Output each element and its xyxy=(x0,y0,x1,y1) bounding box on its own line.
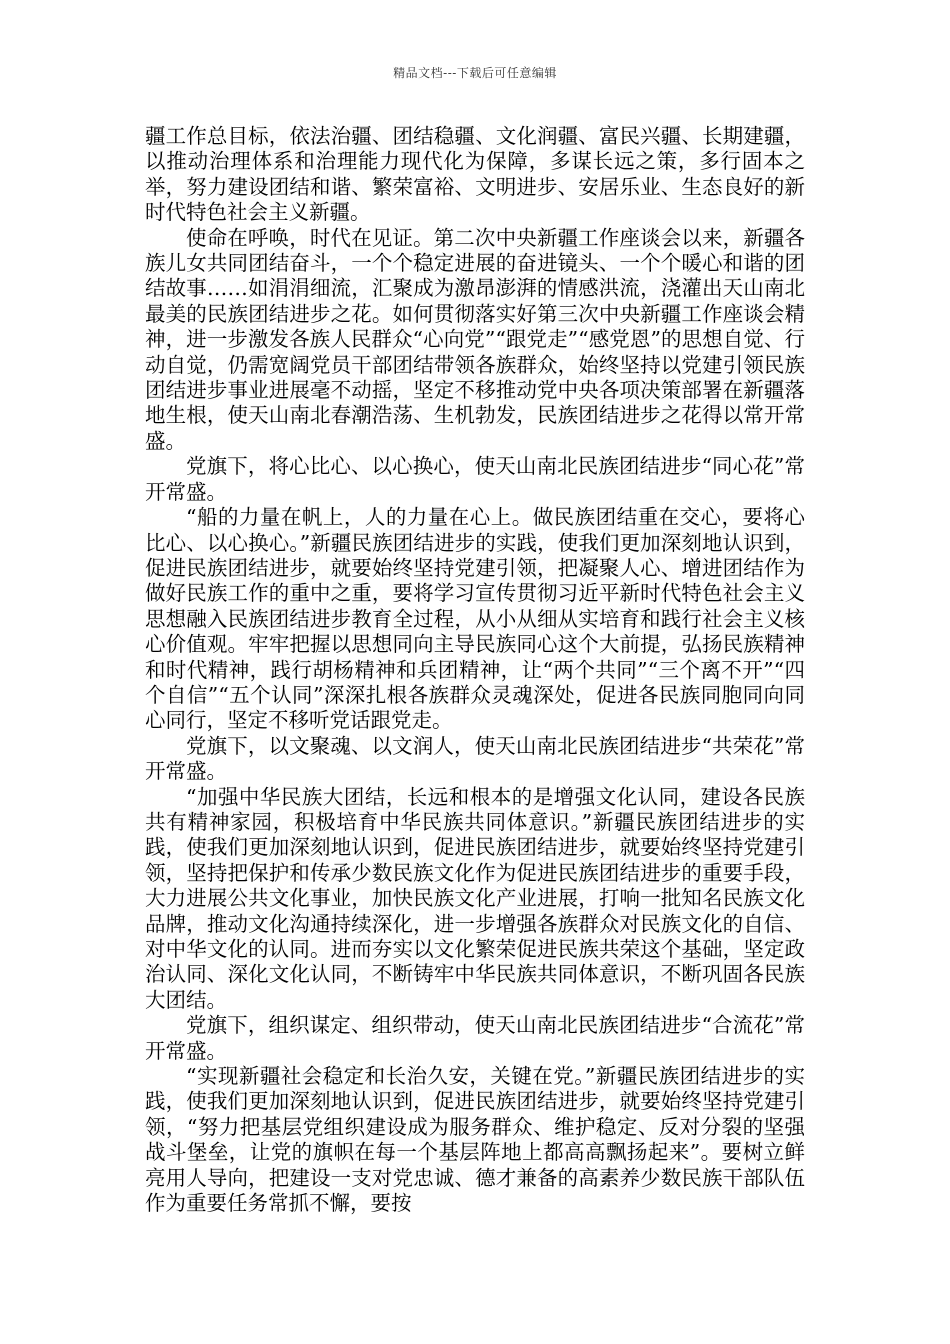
page-header: 精品文档---下载后可任意编辑 xyxy=(393,66,557,80)
section-heading: 党旗下，以文聚魂、以文润人，使天山南北民族团结进步“共荣花”常开常盛。 xyxy=(145,733,805,784)
paragraph: “实现新疆社会稳定和长治久安，关键在党。”新疆民族团结进步的实践，使我们更加深刻地认识到，促进民族团结进步，就要始终坚持党建引领，“努力把基层党组织建设成为服务群众、维护稳定、反对分裂的坚强战斗堡垒，让党的旗帜在每一个基层阵地上都高高飘扬起来”。要树立鲜亮用人导向，把建设一支对党忠诚、德才兼备的高素养少数民族干部队伍作为重要任务常抓不懈，要按 xyxy=(145,1064,805,1216)
section-heading: 党旗下，将心比心、以心换心，使天山南北民族团结进步“同心花”常开常盛。 xyxy=(145,454,805,504)
document-body xyxy=(145,124,805,1216)
paragraph: 使命在呼唤，时代在见证。第二次中央新疆工作座谈会以来，新疆各族儿女共同团结奋斗，一个个稳定进展的奋进镜头、一个个暖心和谐的团结故事……如涓涓细流，汇聚成为激昂澎湃的情感洪流，浇灌出天山南北最美的民族团结进步之花。如何贯彻落实好第三次中央新疆工作座谈会精神，进一步激发各族人民群众“心向党”“跟党走”“感党恩”的思想自觉、行动自觉，仍需宽阔党员干部团结带领各族群众，始终坚持以党建引领民族团结进步事业进展毫不动摇，坚定不移推动党中央各项决策部署在新疆落地生根，使天山南北春潮浩荡、生机勃发，民族团结进步之花得以常开常盛。 xyxy=(145,225,805,453)
section-heading: 党旗下，组织谋定、组织带动，使天山南北民族团结进步“合流花”常开常盛。 xyxy=(145,1013,805,1063)
paragraph: “加强中华民族大团结，长远和根本的是增强文化认同，建设各民族共有精神家园，积极培育中华民族共同体意识。”新疆民族团结进步的实践，使我们更加深刻地认识到，促进民族团结进步，就要始终坚持党建引领，坚持把保护和传承少数民族文化作为促进民族团结进步的重要手段，大力进展公共文化事业，加快民族文化产业进展，打响一批知名民族文化品牌，推动文化沟通持续深化，进一步增强各族群众对民族文化的自信、对中华文化的认同。进而夯实以文化繁荣促进民族共荣这个基础，坚定政治认同、深化文化认同，不断铸牢中华民族共同体意识，不断巩固各民族大团结。 xyxy=(145,784,805,1012)
paragraph: “船的力量在帆上，人的力量在心上。做民族团结重在交心，要将心比心、以心换心。”新疆民族团结进步的实践，使我们更加深刻地认识到，促进民族团结进步，就要始终坚持党建引领，把凝聚人心、增进团结作为做好民族工作的重中之重，要将学习宣传贯彻习近平新时代特色社会主义思想融入民族团结进步教育全过程，从小从细从实培育和践行社会主义核心价值观。牢牢把握以思想同向主导民族同心这个大前提，弘扬民族精神和时代精神，践行胡杨精神和兵团精神，让“两个共同”“三个离不开”“四个自信”“五个认同”深深扎根各族群众灵魂深处，促进各民族同胞同向同心同行，坚定不移听党话跟党走。 xyxy=(145,505,805,733)
paragraph: 疆工作总目标，依法治疆、团结稳疆、文化润疆、富民兴疆、长期建疆，以推动治理体系和治理能力现代化为保障，多谋长远之策，多行固本之举，努力建设团结和谐、繁荣富裕、文明进步、安居乐业、生态良好的新时代特色社会主义新疆。 xyxy=(145,124,805,225)
